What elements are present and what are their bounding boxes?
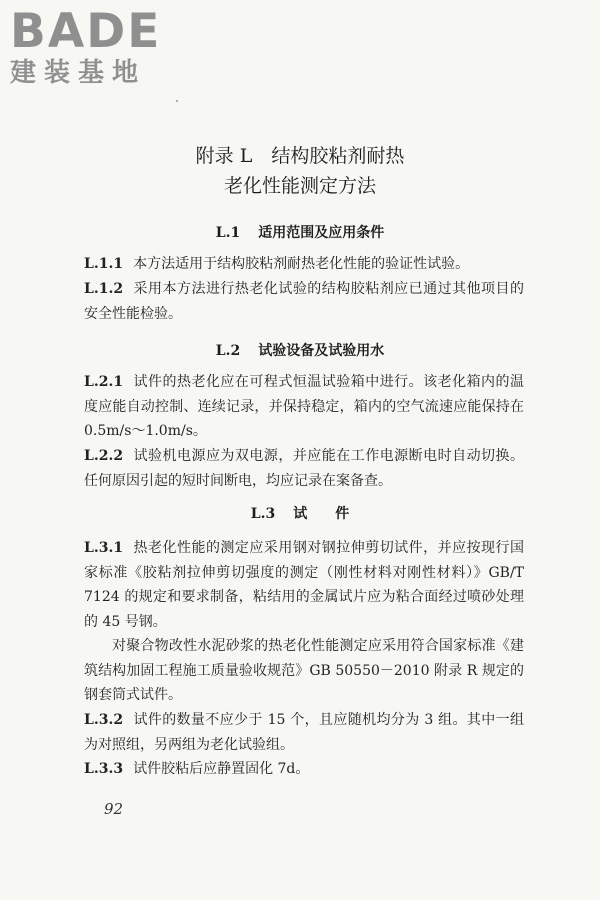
clause-text: 试件的数量不应少于 15 个，且应随机均分为 3 组。其中一组为对照组，另两组为老化试验组。 [84, 712, 524, 753]
clause-number: L.3.2 [84, 712, 124, 728]
clause-text: 对聚合物改性水泥砂浆的热老化性能测定应采用符合国家标准《建筑结构加固工程施工质量验收规范》GB 50550－2010 附录 R 规定的钢套筒式试件。 [84, 638, 524, 703]
clause-text: 热老化性能的测定应采用钢对钢拉伸剪切试件，并应按现行国家标准《胶粘剂拉伸剪切强度的测定（刚性材料对刚性材料）》GB/T 7124 的规定和要求制备，粘结用的金属试片应为粘合面经过喷砂处理的 45 号钢。 [84, 540, 524, 630]
section-title: 适用范围及应用条件 [258, 225, 385, 241]
section-number: L.1 [215, 225, 241, 241]
clause-l-1-2 [84, 277, 524, 326]
clause-text: 试件胶粘后应静置固化 7d。 [133, 761, 310, 777]
section-heading-l3 [0, 503, 600, 523]
clause-number: L.2.2 [84, 448, 124, 464]
page-number: 92 [104, 800, 124, 818]
clause-text: 本方法适用于结构胶粘剂耐热老化性能的验证性试验。 [133, 256, 470, 272]
section-number: L.3 [250, 506, 276, 522]
clause-l-3-2 [84, 708, 524, 757]
clause-text: 试件的热老化应在可程式恒温试验箱中进行。该老化箱内的温度应能自动控制、连续记录，并保持稳定，箱内的空气流速应能保持在 0.5m/s～1.0m/s。 [84, 374, 524, 439]
clause-l-2-1 [84, 370, 524, 444]
clause-l-1-1 [84, 252, 524, 277]
logo-wordmark: BADE [10, 4, 162, 59]
appendix-title-line-1: 附录 L 结构胶粘剂耐热 [195, 145, 405, 167]
bade-logo [10, 4, 180, 88]
section-number: L.2 [215, 343, 241, 359]
clause-number: L.3.1 [84, 540, 124, 556]
clause-text: 采用本方法进行热老化试验的结构胶粘剂应已通过其他项目的安全性能检验。 [84, 281, 524, 322]
clause-number: L.1.2 [84, 281, 124, 297]
section-title: 试验设备及试验用水 [258, 343, 385, 359]
clause-l-3-3 [84, 757, 524, 782]
clause-l-2-2 [84, 444, 524, 493]
section-title: 试 件 [293, 506, 350, 522]
clause-number: L.1.1 [84, 256, 124, 272]
clause-l-3-1-paragraph-2 [84, 634, 524, 708]
clause-number: L.3.3 [84, 761, 124, 777]
section-heading-l2 [0, 340, 600, 360]
clause-number: L.2.1 [84, 374, 124, 390]
clause-text: 试验机电源应为双电源，并应能在工作电源断电时自动切换。任何原因引起的短时间断电，均应记录在案备查。 [84, 448, 524, 489]
section-heading-l1 [0, 222, 600, 242]
clause-l-3-1 [84, 536, 524, 634]
scan-speck [176, 100, 178, 102]
appendix-title-line-2: 老化性能测定方法 [223, 175, 376, 197]
logo-subtitle: 建装基地 [10, 58, 147, 88]
